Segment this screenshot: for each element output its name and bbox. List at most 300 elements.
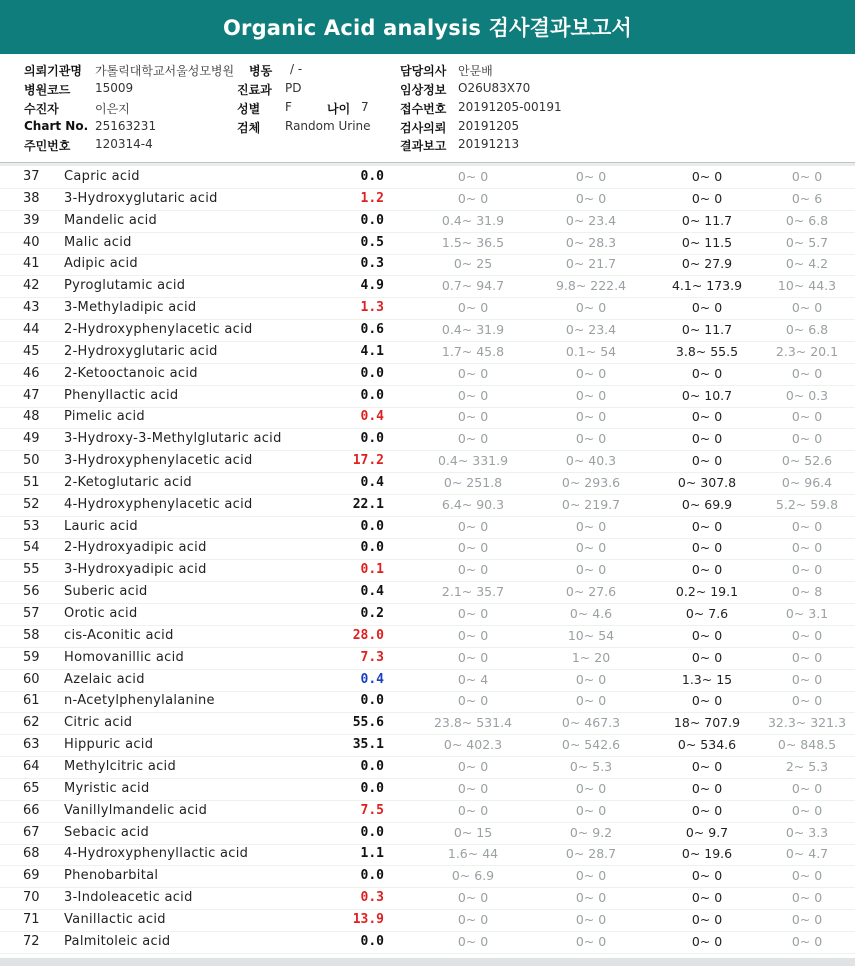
analyte-name: Malic acid — [64, 234, 132, 250]
result-value: 0.0 — [360, 169, 384, 184]
reference-range-3: 0~ 27.9 — [681, 256, 733, 272]
row-number: 40 — [23, 234, 40, 250]
reference-range-2: 0~ 0 — [575, 780, 607, 796]
reference-range-1: 0~ 0 — [457, 780, 489, 796]
reference-range-3: 0~ 0 — [691, 780, 723, 796]
age-label: 나이 — [327, 102, 351, 116]
clinical-info-label: 임상정보 — [400, 83, 447, 97]
row-number: 43 — [23, 300, 40, 316]
reference-range-2: 0~ 0 — [575, 933, 607, 949]
table-row — [0, 712, 855, 735]
reference-range-1: 0~ 0 — [457, 300, 489, 316]
reference-range-2: 0~ 28.7 — [565, 846, 617, 862]
reference-range-1: 0~ 0 — [457, 693, 489, 709]
patient-info-panel — [0, 54, 855, 163]
analyte-name: 3-Hydroxyglutaric acid — [64, 190, 218, 206]
result-value: 0.3 — [360, 256, 384, 272]
row-number: 66 — [23, 802, 40, 818]
reference-range-3: 0~ 69.9 — [681, 496, 733, 512]
receipt-no-label: 접수번호 — [400, 102, 447, 116]
analyte-name: n-Acetylphenylalanine — [64, 693, 215, 709]
hospital-code-label: 병원코드 — [24, 83, 71, 97]
institution-value: 가톨릭대학교서울성모병원 — [95, 64, 235, 78]
reference-range-1: 0.4~ 331.9 — [437, 453, 509, 469]
reference-range-3: 1.3~ 15 — [681, 671, 733, 687]
table-row — [0, 581, 855, 604]
result-value: 0.0 — [360, 824, 384, 840]
table-row — [0, 822, 855, 845]
result-value: 0.0 — [360, 518, 384, 534]
reference-range-2: 0~ 0 — [575, 671, 607, 687]
analyte-name: Citric acid — [64, 715, 133, 731]
result-value: 0.0 — [360, 540, 384, 556]
result-value: 13.9 — [352, 911, 384, 927]
reference-range-1: 0~ 0 — [457, 365, 489, 381]
hospital-code-value: 15009 — [95, 81, 134, 95]
reference-range-1: 1.7~ 45.8 — [441, 343, 505, 359]
analyte-name: Homovanillic acid — [64, 649, 185, 665]
row-number: 44 — [23, 321, 40, 337]
table-row — [0, 319, 855, 342]
doctor-value: 안문배 — [458, 64, 493, 78]
resident-no-value: 120314-4 — [95, 137, 153, 151]
analyte-name: Myristic acid — [64, 780, 150, 796]
reference-range-4: 10~ 44.3 — [777, 278, 837, 294]
analyte-name: 3-Hydroxyadipic acid — [64, 562, 207, 578]
reference-range-2: 1~ 20 — [571, 649, 611, 665]
result-value: 55.6 — [352, 715, 384, 731]
result-value: 7.5 — [360, 802, 384, 818]
row-number: 68 — [23, 846, 40, 862]
reference-range-2: 0~ 467.3 — [561, 715, 621, 731]
reference-range-4: 0~ 5.7 — [785, 234, 829, 250]
reference-range-3: 0~ 0 — [691, 518, 723, 534]
reference-range-1: 0~ 4 — [457, 671, 489, 687]
reference-range-2: 0~ 28.3 — [565, 234, 617, 250]
analyte-name: Adipic acid — [64, 256, 138, 272]
table-row — [0, 931, 855, 954]
reference-range-3: 0~ 307.8 — [677, 474, 737, 490]
row-number: 71 — [23, 911, 40, 927]
patient-label: 수진자 — [24, 102, 59, 116]
reference-range-3: 0~ 11.7 — [681, 321, 733, 337]
analyte-name: Mandelic acid — [64, 212, 158, 228]
row-number: 69 — [23, 868, 40, 884]
table-row — [0, 603, 855, 626]
analyte-name: 2-Hydroxyphenylacetic acid — [64, 321, 253, 337]
result-value: 0.0 — [360, 431, 384, 447]
reference-range-4: 0~ 52.6 — [781, 453, 833, 469]
reference-range-4: 0~ 0.3 — [785, 387, 829, 403]
result-value: 17.2 — [352, 453, 384, 469]
result-value: 4.9 — [360, 278, 384, 294]
row-number: 39 — [23, 212, 40, 228]
row-number: 62 — [23, 715, 40, 731]
result-value: 0.0 — [360, 387, 384, 403]
table-row — [0, 385, 855, 408]
analyte-name: 2-Ketooctanoic acid — [64, 365, 198, 381]
reference-range-4: 0~ 0 — [791, 693, 823, 709]
table-row — [0, 428, 855, 451]
result-value: 0.0 — [360, 780, 384, 796]
reference-range-4: 0~ 0 — [791, 540, 823, 556]
reference-range-4: 0~ 0 — [791, 300, 823, 316]
row-number: 46 — [23, 365, 40, 381]
table-row — [0, 210, 855, 233]
reference-range-1: 0~ 15 — [453, 824, 493, 840]
reference-range-2: 0~ 0 — [575, 890, 607, 906]
analyte-name: Hippuric acid — [64, 737, 154, 753]
reference-range-3: 0~ 0 — [691, 409, 723, 425]
reference-range-1: 0~ 0 — [457, 890, 489, 906]
reference-range-2: 0~ 542.6 — [561, 737, 621, 753]
reference-range-3: 0~ 0 — [691, 649, 723, 665]
reference-range-2: 0~ 0 — [575, 365, 607, 381]
reference-range-3: 18~ 707.9 — [673, 715, 741, 731]
table-row — [0, 363, 855, 386]
result-value: 22.1 — [352, 496, 384, 512]
result-value: 7.3 — [360, 649, 384, 665]
age-value: 7 — [361, 100, 369, 114]
reference-range-1: 0~ 25 — [453, 256, 493, 272]
department-label: 진료과 — [237, 83, 272, 97]
table-row — [0, 232, 855, 255]
row-number: 57 — [23, 606, 40, 621]
reference-range-3: 0~ 9.7 — [685, 824, 729, 840]
receipt-no-value: 20191205-00191 — [458, 100, 562, 114]
doctor-label: 담당의사 — [400, 64, 447, 78]
row-number: 64 — [23, 758, 40, 774]
ward-value: / - — [290, 62, 303, 76]
table-row — [0, 406, 855, 429]
analyte-name: Vanillylmandelic acid — [64, 802, 208, 818]
row-number: 58 — [23, 627, 40, 643]
reference-range-3: 0~ 0 — [691, 868, 723, 884]
reference-range-2: 0~ 219.7 — [561, 496, 621, 512]
results-table — [0, 166, 855, 958]
reference-range-3: 0~ 7.6 — [685, 606, 729, 621]
reference-range-2: 0~ 23.4 — [565, 321, 617, 337]
ward-label: 병동 — [249, 64, 273, 78]
reference-range-1: 0~ 0 — [457, 802, 489, 818]
reference-range-1: 0~ 0 — [457, 562, 489, 578]
reference-range-2: 0~ 23.4 — [565, 212, 617, 228]
analyte-name: 4-Hydroxyphenylacetic acid — [64, 496, 253, 512]
row-number: 42 — [23, 278, 40, 294]
row-number: 48 — [23, 409, 40, 425]
table-row — [0, 450, 855, 473]
chart-no-label: Chart No. — [24, 119, 89, 133]
reference-range-1: 23.8~ 531.4 — [433, 715, 513, 731]
table-row — [0, 253, 855, 276]
result-value: 0.0 — [360, 758, 384, 774]
table-row — [0, 909, 855, 932]
reference-range-2: 0.1~ 54 — [565, 343, 617, 359]
result-value: 0.4 — [360, 409, 384, 425]
table-row — [0, 537, 855, 560]
analyte-name: 3-Hydroxy-3-Methylglutaric acid — [64, 431, 282, 447]
result-value: 0.3 — [360, 890, 384, 906]
reference-range-4: 0~ 0 — [791, 649, 823, 665]
table-row — [0, 669, 855, 692]
reference-range-4: 0~ 0 — [791, 431, 823, 447]
reference-range-2: 10~ 54 — [567, 627, 615, 643]
department-value: PD — [285, 81, 302, 95]
row-number: 52 — [23, 496, 40, 512]
reference-range-2: 0~ 0 — [575, 868, 607, 884]
reference-range-3: 0~ 534.6 — [677, 737, 737, 753]
result-value: 0.0 — [360, 868, 384, 884]
report-date-value: 20191213 — [458, 137, 520, 151]
row-number: 56 — [23, 584, 40, 600]
reference-range-1: 2.1~ 35.7 — [441, 584, 505, 600]
result-value: 4.1 — [360, 343, 384, 359]
reference-range-1: 0~ 0 — [457, 518, 489, 534]
row-number: 70 — [23, 890, 40, 906]
reference-range-4: 0~ 0 — [791, 802, 823, 818]
reference-range-3: 0~ 0 — [691, 911, 723, 927]
table-row — [0, 472, 855, 495]
result-value: 0.2 — [360, 606, 384, 621]
request-date-value: 20191205 — [458, 119, 520, 133]
analyte-name: Azelaic acid — [64, 671, 145, 687]
reference-range-4: 0~ 0 — [791, 868, 823, 884]
reference-range-3: 0~ 11.7 — [681, 212, 733, 228]
reference-range-4: 0~ 3.3 — [785, 824, 829, 840]
analyte-name: 2-Hydroxyadipic acid — [64, 540, 207, 556]
table-row — [0, 559, 855, 582]
reference-range-3: 0~ 0 — [691, 562, 723, 578]
analyte-name: Suberic acid — [64, 584, 148, 600]
report-title: Organic Acid analysis 검사결과보고서 — [222, 16, 633, 40]
sex-label: 성별 — [237, 102, 261, 116]
row-number: 38 — [23, 190, 40, 206]
reference-range-4: 0~ 0 — [791, 169, 823, 184]
row-number: 49 — [23, 431, 40, 447]
reference-range-4: 32.3~ 321.3 — [767, 715, 847, 731]
result-value: 28.0 — [352, 627, 384, 643]
patient-value: 이은지 — [95, 102, 130, 116]
report-title-banner — [0, 0, 855, 54]
reference-range-4: 0~ 6.8 — [785, 212, 829, 228]
reference-range-3: 0~ 10.7 — [681, 387, 733, 403]
reference-range-3: 0.2~ 19.1 — [675, 584, 739, 600]
table-row — [0, 843, 855, 866]
resident-no-label: 주민번호 — [24, 139, 71, 153]
analyte-name: 3-Indoleacetic acid — [64, 890, 193, 906]
sex-value: F — [285, 100, 292, 114]
reference-range-2: 0~ 0 — [575, 431, 607, 447]
result-value: 0.0 — [360, 933, 384, 949]
row-number: 37 — [23, 169, 40, 184]
result-value: 1.3 — [360, 300, 384, 316]
reference-range-3: 0~ 0 — [691, 169, 723, 184]
result-value: 0.4 — [360, 474, 384, 490]
reference-range-2: 0~ 40.3 — [565, 453, 617, 469]
row-number: 72 — [23, 933, 40, 949]
reference-range-2: 0~ 0 — [575, 540, 607, 556]
row-number: 47 — [23, 387, 40, 403]
reference-range-2: 0~ 0 — [575, 518, 607, 534]
result-value: 0.0 — [360, 212, 384, 228]
reference-range-4: 0~ 8 — [791, 584, 823, 600]
reference-range-4: 2~ 5.3 — [785, 758, 829, 774]
table-row — [0, 275, 855, 298]
analyte-name: Capric acid — [64, 169, 140, 184]
reference-range-4: 0~ 0 — [791, 911, 823, 927]
reference-range-4: 0~ 0 — [791, 780, 823, 796]
row-number: 53 — [23, 518, 40, 534]
analyte-name: Pyroglutamic acid — [64, 278, 186, 294]
analyte-name: 4-Hydroxyphenyllactic acid — [64, 846, 249, 862]
reference-range-1: 0~ 0 — [457, 911, 489, 927]
result-value: 0.0 — [360, 365, 384, 381]
analyte-name: Palmitoleic acid — [64, 933, 171, 949]
result-value: 35.1 — [352, 737, 384, 753]
reference-range-2: 0~ 0 — [575, 190, 607, 206]
result-value: 0.4 — [360, 671, 384, 687]
analyte-name: Phenyllactic acid — [64, 387, 179, 403]
table-row — [0, 778, 855, 801]
result-value: 0.1 — [360, 562, 384, 578]
reference-range-3: 0~ 0 — [691, 890, 723, 906]
reference-range-1: 6.4~ 90.3 — [441, 496, 505, 512]
analyte-name: Methylcitric acid — [64, 758, 177, 774]
bottom-strip — [0, 958, 855, 966]
institution-label: 의뢰기관명 — [24, 64, 82, 78]
chart-no-value: 25163231 — [95, 119, 157, 133]
reference-range-2: 0~ 0 — [575, 802, 607, 818]
reference-range-1: 0~ 0 — [457, 933, 489, 949]
reference-range-3: 0~ 11.5 — [681, 234, 733, 250]
analyte-name: 2-Ketoglutaric acid — [64, 474, 192, 490]
analyte-name: Vanillactic acid — [64, 911, 166, 927]
reference-range-1: 0~ 0 — [457, 409, 489, 425]
reference-range-3: 0~ 0 — [691, 190, 723, 206]
clinical-info-value: O26U83X70 — [458, 81, 531, 95]
reference-range-2: 9.8~ 222.4 — [555, 278, 627, 294]
reference-range-3: 4.1~ 173.9 — [671, 278, 743, 294]
report-date-label: 결과보고 — [400, 139, 447, 153]
reference-range-4: 0~ 0 — [791, 562, 823, 578]
table-row — [0, 516, 855, 539]
row-number: 61 — [23, 693, 40, 709]
row-number: 65 — [23, 780, 40, 796]
reference-range-2: 0~ 293.6 — [561, 474, 621, 490]
reference-range-4: 0~ 4.2 — [785, 256, 829, 272]
reference-range-4: 0~ 0 — [791, 409, 823, 425]
analyte-name: 3-Methyladipic acid — [64, 300, 197, 316]
table-row — [0, 647, 855, 670]
reference-range-1: 1.6~ 44 — [447, 846, 499, 862]
reference-range-3: 0~ 0 — [691, 300, 723, 316]
reference-range-2: 0~ 0 — [575, 562, 607, 578]
table-row — [0, 690, 855, 713]
reference-range-1: 0~ 0 — [457, 431, 489, 447]
reference-range-3: 0~ 19.6 — [681, 846, 733, 862]
analyte-name: 2-Hydroxyglutaric acid — [64, 343, 218, 359]
reference-range-2: 0~ 9.2 — [569, 824, 613, 840]
reference-range-3: 0~ 0 — [691, 758, 723, 774]
reference-range-1: 0.4~ 31.9 — [441, 212, 505, 228]
reference-range-3: 3.8~ 55.5 — [675, 343, 739, 359]
reference-range-1: 0~ 0 — [457, 169, 489, 184]
reference-range-4: 5.2~ 59.8 — [775, 496, 839, 512]
row-number: 54 — [23, 540, 40, 556]
analyte-name: cis-Aconitic acid — [64, 627, 174, 643]
result-value: 0.0 — [360, 693, 384, 709]
result-value: 1.2 — [360, 190, 384, 206]
reference-range-3: 0~ 0 — [691, 802, 723, 818]
reference-range-1: 1.5~ 36.5 — [441, 234, 505, 250]
row-number: 41 — [23, 256, 40, 272]
reference-range-1: 0~ 402.3 — [443, 737, 503, 753]
reference-range-1: 0~ 6.9 — [451, 868, 495, 884]
reference-range-2: 0~ 4.6 — [569, 606, 613, 621]
row-number: 51 — [23, 474, 40, 490]
analyte-name: Sebacic acid — [64, 824, 150, 840]
reference-range-2: 0~ 0 — [575, 911, 607, 927]
reference-range-4: 0~ 848.5 — [777, 737, 837, 753]
analyte-name: Lauric acid — [64, 518, 138, 534]
reference-range-4: 0~ 0 — [791, 518, 823, 534]
reference-range-1: 0~ 0 — [457, 540, 489, 556]
reference-range-4: 0~ 0 — [791, 627, 823, 643]
table-row — [0, 756, 855, 779]
row-number: 50 — [23, 453, 40, 469]
table-row — [0, 800, 855, 823]
table-row — [0, 166, 855, 189]
reference-range-2: 0~ 0 — [575, 409, 607, 425]
table-row — [0, 887, 855, 910]
reference-range-1: 0.7~ 94.7 — [441, 278, 505, 294]
reference-range-4: 0~ 4.7 — [785, 846, 829, 862]
reference-range-1: 0~ 0 — [457, 649, 489, 665]
table-row — [0, 625, 855, 648]
table-row — [0, 341, 855, 364]
analyte-name: 3-Hydroxyphenylacetic acid — [64, 453, 253, 469]
table-row — [0, 734, 855, 757]
reference-range-1: 0~ 0 — [457, 190, 489, 206]
row-number: 55 — [23, 562, 40, 578]
reference-range-1: 0~ 0 — [457, 606, 489, 621]
specimen-label: 검체 — [237, 121, 261, 135]
reference-range-1: 0~ 0 — [457, 758, 489, 774]
reference-range-3: 0~ 0 — [691, 365, 723, 381]
result-value: 0.5 — [360, 234, 384, 250]
result-value: 0.4 — [360, 584, 384, 600]
table-row — [0, 494, 855, 517]
reference-range-4: 0~ 3.1 — [785, 606, 829, 621]
reference-range-1: 0~ 0 — [457, 387, 489, 403]
reference-range-2: 0~ 0 — [575, 169, 607, 184]
result-value: 0.6 — [360, 321, 384, 337]
reference-range-4: 2.3~ 20.1 — [775, 343, 839, 359]
analyte-name: Orotic acid — [64, 606, 138, 621]
reference-range-3: 0~ 0 — [691, 693, 723, 709]
analyte-name: Phenobarbital — [64, 868, 159, 884]
reference-range-3: 0~ 0 — [691, 431, 723, 447]
reference-range-4: 0~ 6.8 — [785, 321, 829, 337]
reference-range-4: 0~ 0 — [791, 365, 823, 381]
reference-range-4: 0~ 6 — [791, 190, 823, 206]
result-value: 1.1 — [360, 846, 384, 862]
reference-range-2: 0~ 0 — [575, 300, 607, 316]
reference-range-4: 0~ 0 — [791, 671, 823, 687]
row-number: 59 — [23, 649, 40, 665]
reference-range-2: 0~ 5.3 — [569, 758, 613, 774]
reference-range-1: 0~ 0 — [457, 627, 489, 643]
